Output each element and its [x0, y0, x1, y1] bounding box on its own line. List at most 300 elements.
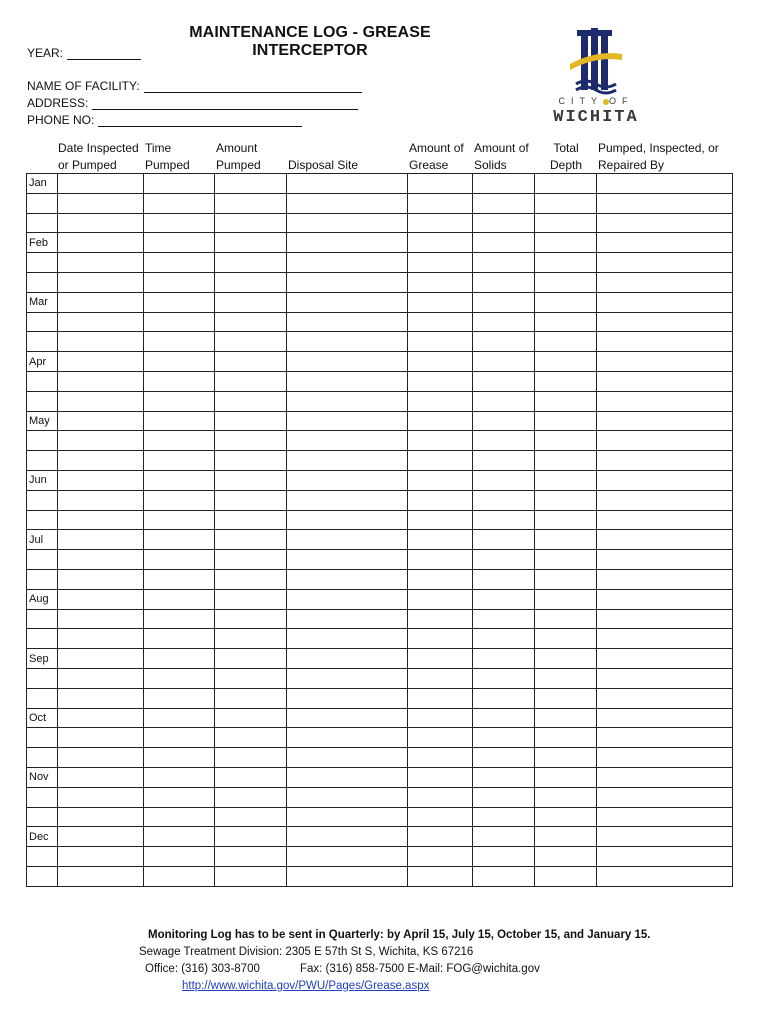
log-entry-cell[interactable] — [597, 569, 733, 589]
log-entry-cell[interactable] — [144, 490, 215, 510]
log-entry-cell[interactable] — [215, 728, 287, 748]
table-row — [27, 312, 733, 332]
log-entry-cell[interactable] — [287, 371, 408, 391]
log-entry-cell[interactable] — [144, 431, 215, 451]
log-entry-cell[interactable] — [144, 213, 215, 233]
log-entry-cell[interactable] — [473, 787, 535, 807]
table-row — [27, 847, 733, 867]
log-entry-cell[interactable] — [287, 510, 408, 530]
log-entry-cell[interactable] — [215, 193, 287, 213]
log-entry-cell[interactable] — [597, 233, 733, 253]
log-entry-cell[interactable] — [144, 748, 215, 768]
log-entry-cell[interactable] — [535, 510, 597, 530]
log-entry-cell[interactable] — [58, 490, 144, 510]
log-entry-cell[interactable] — [597, 827, 733, 847]
log-entry-cell[interactable] — [408, 371, 473, 391]
log-entry-cell[interactable] — [287, 174, 408, 194]
log-entry-cell[interactable] — [215, 530, 287, 550]
log-entry-cell[interactable] — [408, 550, 473, 570]
log-entry-cell[interactable] — [535, 253, 597, 273]
log-entry-cell[interactable] — [408, 312, 473, 332]
log-entry-cell[interactable] — [597, 767, 733, 787]
log-entry-cell[interactable] — [215, 569, 287, 589]
log-entry-cell[interactable] — [597, 728, 733, 748]
table-row — [27, 233, 733, 253]
log-entry-cell[interactable] — [58, 352, 144, 372]
log-entry-cell[interactable] — [535, 530, 597, 550]
log-entry-cell[interactable] — [144, 253, 215, 273]
log-entry-cell[interactable] — [215, 292, 287, 312]
log-entry-cell[interactable] — [597, 530, 733, 550]
log-entry-cell[interactable] — [287, 233, 408, 253]
log-entry-cell[interactable] — [58, 510, 144, 530]
log-entry-cell[interactable] — [473, 253, 535, 273]
log-entry-cell[interactable] — [408, 174, 473, 194]
log-entry-cell[interactable] — [473, 589, 535, 609]
log-entry-cell[interactable] — [473, 807, 535, 827]
log-entry-cell[interactable] — [287, 530, 408, 550]
log-entry-cell[interactable] — [58, 569, 144, 589]
log-entry-cell[interactable] — [215, 411, 287, 431]
log-entry-cell[interactable] — [473, 668, 535, 688]
log-entry-cell[interactable] — [535, 391, 597, 411]
log-entry-cell[interactable] — [144, 589, 215, 609]
log-entry-cell[interactable] — [144, 174, 215, 194]
log-entry-cell[interactable] — [473, 332, 535, 352]
log-entry-cell[interactable] — [58, 649, 144, 669]
log-entry-cell[interactable] — [535, 609, 597, 629]
log-entry-cell[interactable] — [535, 866, 597, 886]
log-entry-cell[interactable] — [597, 470, 733, 490]
log-entry-cell[interactable] — [597, 312, 733, 332]
log-entry-cell[interactable] — [287, 332, 408, 352]
log-entry-cell[interactable] — [215, 629, 287, 649]
log-entry-cell[interactable] — [408, 569, 473, 589]
log-entry-cell[interactable] — [473, 312, 535, 332]
log-entry-cell[interactable] — [408, 688, 473, 708]
log-entry-cell[interactable] — [144, 272, 215, 292]
log-entry-cell[interactable] — [473, 490, 535, 510]
log-entry-cell[interactable] — [58, 371, 144, 391]
log-entry-cell[interactable] — [215, 649, 287, 669]
log-entry-cell[interactable] — [144, 530, 215, 550]
log-entry-cell[interactable] — [287, 589, 408, 609]
log-entry-cell[interactable] — [597, 787, 733, 807]
log-entry-cell[interactable] — [287, 490, 408, 510]
log-entry-cell[interactable] — [535, 174, 597, 194]
log-entry-cell[interactable] — [408, 272, 473, 292]
log-entry-cell[interactable] — [58, 272, 144, 292]
log-entry-cell[interactable] — [408, 589, 473, 609]
log-entry-cell[interactable] — [597, 332, 733, 352]
log-entry-cell[interactable] — [473, 609, 535, 629]
log-entry-cell[interactable] — [597, 609, 733, 629]
log-entry-cell[interactable] — [535, 193, 597, 213]
log-entry-cell[interactable] — [535, 312, 597, 332]
log-entry-cell[interactable] — [287, 668, 408, 688]
log-entry-cell[interactable] — [535, 827, 597, 847]
phone-blank[interactable] — [98, 114, 302, 127]
log-entry-cell[interactable] — [408, 233, 473, 253]
log-entry-cell[interactable] — [215, 391, 287, 411]
log-entry-cell[interactable] — [215, 827, 287, 847]
log-entry-cell[interactable] — [473, 728, 535, 748]
log-entry-cell[interactable] — [215, 332, 287, 352]
log-entry-cell[interactable] — [58, 609, 144, 629]
log-entry-cell[interactable] — [58, 827, 144, 847]
log-entry-cell[interactable] — [144, 411, 215, 431]
log-entry-cell[interactable] — [58, 470, 144, 490]
log-entry-cell[interactable] — [535, 708, 597, 728]
log-entry-cell[interactable] — [597, 292, 733, 312]
log-entry-cell[interactable] — [144, 391, 215, 411]
log-entry-cell[interactable] — [144, 649, 215, 669]
log-entry-cell[interactable] — [597, 272, 733, 292]
log-entry-cell[interactable] — [473, 629, 535, 649]
log-entry-cell[interactable] — [473, 866, 535, 886]
log-entry-cell[interactable] — [473, 391, 535, 411]
log-entry-cell[interactable] — [408, 213, 473, 233]
log-entry-cell[interactable] — [473, 451, 535, 471]
log-entry-cell[interactable] — [597, 807, 733, 827]
log-entry-cell[interactable] — [408, 391, 473, 411]
log-entry-cell[interactable] — [597, 649, 733, 669]
log-entry-cell[interactable] — [597, 688, 733, 708]
log-entry-cell[interactable] — [473, 470, 535, 490]
log-entry-cell[interactable] — [287, 272, 408, 292]
log-entry-cell[interactable] — [58, 728, 144, 748]
log-entry-cell[interactable] — [287, 411, 408, 431]
log-entry-cell[interactable] — [287, 688, 408, 708]
log-entry-cell[interactable] — [58, 332, 144, 352]
log-entry-cell[interactable] — [215, 668, 287, 688]
log-entry-cell[interactable] — [535, 213, 597, 233]
log-entry-cell[interactable] — [287, 193, 408, 213]
log-entry-cell[interactable] — [287, 470, 408, 490]
log-entry-cell[interactable] — [408, 748, 473, 768]
log-entry-cell[interactable] — [535, 233, 597, 253]
log-entry-cell[interactable] — [215, 352, 287, 372]
log-entry-cell[interactable] — [215, 807, 287, 827]
log-entry-cell[interactable] — [58, 668, 144, 688]
log-entry-cell[interactable] — [408, 352, 473, 372]
log-entry-cell[interactable] — [58, 589, 144, 609]
log-entry-cell[interactable] — [408, 668, 473, 688]
log-entry-cell[interactable] — [473, 371, 535, 391]
log-entry-cell[interactable] — [535, 847, 597, 867]
log-entry-cell[interactable] — [287, 569, 408, 589]
log-entry-cell[interactable] — [144, 807, 215, 827]
log-entry-cell[interactable] — [58, 193, 144, 213]
log-entry-cell[interactable] — [144, 510, 215, 530]
log-entry-cell[interactable] — [473, 569, 535, 589]
log-entry-cell[interactable] — [287, 866, 408, 886]
log-entry-cell[interactable] — [473, 233, 535, 253]
log-entry-cell[interactable] — [408, 708, 473, 728]
month-cell — [27, 332, 58, 352]
log-entry-cell[interactable] — [58, 629, 144, 649]
log-entry-cell[interactable] — [144, 629, 215, 649]
log-entry-cell[interactable] — [215, 233, 287, 253]
log-entry-cell[interactable] — [215, 847, 287, 867]
log-entry-cell[interactable] — [58, 807, 144, 827]
log-entry-cell[interactable] — [215, 431, 287, 451]
log-entry-cell[interactable] — [215, 688, 287, 708]
log-entry-cell[interactable] — [408, 510, 473, 530]
log-entry-cell[interactable] — [144, 728, 215, 748]
log-entry-cell[interactable] — [535, 668, 597, 688]
log-entry-cell[interactable] — [473, 748, 535, 768]
log-entry-cell[interactable] — [287, 847, 408, 867]
log-entry-cell[interactable] — [473, 411, 535, 431]
log-entry-cell[interactable] — [287, 312, 408, 332]
log-entry-cell[interactable] — [215, 470, 287, 490]
log-entry-cell[interactable] — [535, 490, 597, 510]
log-entry-cell[interactable] — [144, 569, 215, 589]
log-entry-cell[interactable] — [58, 431, 144, 451]
log-entry-cell[interactable] — [473, 431, 535, 451]
grease-program-link[interactable]: http://www.wichita.gov/PWU/Pages/Grease.aspx — [182, 980, 430, 992]
log-entry-cell[interactable] — [215, 748, 287, 768]
log-entry-cell[interactable] — [408, 530, 473, 550]
log-entry-cell[interactable] — [597, 451, 733, 471]
log-entry-cell[interactable] — [535, 569, 597, 589]
log-entry-cell[interactable] — [473, 174, 535, 194]
log-entry-cell[interactable] — [473, 530, 535, 550]
log-entry-cell[interactable] — [535, 371, 597, 391]
log-entry-cell[interactable] — [144, 609, 215, 629]
log-entry-cell[interactable] — [597, 550, 733, 570]
log-entry-cell[interactable] — [58, 787, 144, 807]
log-entry-cell[interactable] — [473, 767, 535, 787]
table-row — [27, 530, 733, 550]
log-entry-cell[interactable] — [144, 847, 215, 867]
log-entry-cell[interactable] — [144, 550, 215, 570]
log-entry-cell[interactable] — [215, 510, 287, 530]
log-entry-cell[interactable] — [535, 272, 597, 292]
log-entry-cell[interactable] — [58, 451, 144, 471]
log-entry-cell[interactable] — [597, 748, 733, 768]
log-entry-cell[interactable] — [408, 490, 473, 510]
log-entry-cell[interactable] — [287, 708, 408, 728]
log-entry-cell[interactable] — [597, 708, 733, 728]
log-entry-cell[interactable] — [215, 550, 287, 570]
log-entry-cell[interactable] — [287, 728, 408, 748]
log-entry-cell[interactable] — [144, 352, 215, 372]
log-entry-cell[interactable] — [408, 431, 473, 451]
log-entry-cell[interactable] — [408, 451, 473, 471]
log-entry-cell[interactable] — [58, 253, 144, 273]
log-entry-cell[interactable] — [408, 767, 473, 787]
log-entry-cell[interactable] — [287, 253, 408, 273]
log-entry-cell[interactable] — [535, 589, 597, 609]
log-entry-cell[interactable] — [287, 391, 408, 411]
log-entry-cell[interactable] — [144, 371, 215, 391]
log-entry-cell[interactable] — [287, 352, 408, 372]
log-entry-cell[interactable] — [408, 649, 473, 669]
log-entry-cell[interactable] — [473, 550, 535, 570]
log-entry-cell[interactable] — [287, 213, 408, 233]
log-entry-cell[interactable] — [473, 213, 535, 233]
log-entry-cell[interactable] — [58, 550, 144, 570]
log-entry-cell[interactable] — [58, 748, 144, 768]
log-entry-cell[interactable] — [287, 431, 408, 451]
log-entry-cell[interactable] — [408, 332, 473, 352]
log-entry-cell[interactable] — [408, 866, 473, 886]
log-entry-cell[interactable] — [58, 233, 144, 253]
log-entry-cell[interactable] — [535, 451, 597, 471]
log-entry-cell[interactable] — [473, 510, 535, 530]
log-entry-cell[interactable] — [473, 708, 535, 728]
log-entry-cell[interactable] — [597, 411, 733, 431]
log-entry-cell[interactable] — [473, 688, 535, 708]
log-entry-cell[interactable] — [287, 292, 408, 312]
log-entry-cell[interactable] — [535, 649, 597, 669]
log-entry-cell[interactable] — [215, 312, 287, 332]
log-entry-cell[interactable] — [597, 253, 733, 273]
log-entry-cell[interactable] — [58, 292, 144, 312]
log-entry-cell[interactable] — [144, 866, 215, 886]
log-entry-cell[interactable] — [597, 352, 733, 372]
log-entry-cell[interactable] — [597, 490, 733, 510]
log-entry-cell[interactable] — [535, 332, 597, 352]
log-entry-cell[interactable] — [215, 451, 287, 471]
log-entry-cell[interactable] — [473, 272, 535, 292]
log-entry-cell[interactable] — [473, 352, 535, 372]
log-entry-cell[interactable] — [287, 827, 408, 847]
log-entry-cell[interactable] — [215, 767, 287, 787]
log-entry-cell[interactable] — [535, 748, 597, 768]
log-entry-cell[interactable] — [597, 391, 733, 411]
log-entry-cell[interactable] — [58, 767, 144, 787]
log-entry-cell[interactable] — [215, 174, 287, 194]
log-entry-cell[interactable] — [597, 213, 733, 233]
log-entry-cell[interactable] — [58, 866, 144, 886]
log-entry-cell[interactable] — [144, 668, 215, 688]
log-entry-cell[interactable] — [408, 411, 473, 431]
log-entry-cell[interactable] — [287, 609, 408, 629]
month-cell — [27, 371, 58, 391]
log-entry-cell[interactable] — [597, 193, 733, 213]
log-entry-cell[interactable] — [408, 609, 473, 629]
log-entry-cell[interactable] — [287, 767, 408, 787]
log-entry-cell[interactable] — [144, 292, 215, 312]
log-entry-cell[interactable] — [144, 470, 215, 490]
log-entry-cell[interactable] — [144, 332, 215, 352]
log-entry-cell[interactable] — [58, 312, 144, 332]
log-entry-cell[interactable] — [535, 352, 597, 372]
log-entry-cell[interactable] — [215, 490, 287, 510]
log-entry-cell[interactable] — [408, 827, 473, 847]
log-entry-cell[interactable] — [58, 847, 144, 867]
log-entry-cell[interactable] — [473, 847, 535, 867]
log-entry-cell[interactable] — [58, 688, 144, 708]
log-entry-cell[interactable] — [597, 847, 733, 867]
log-entry-cell[interactable] — [597, 431, 733, 451]
log-entry-cell[interactable] — [535, 292, 597, 312]
log-entry-cell[interactable] — [535, 728, 597, 748]
log-entry-cell[interactable] — [58, 213, 144, 233]
log-entry-cell[interactable] — [144, 767, 215, 787]
log-entry-cell[interactable] — [408, 847, 473, 867]
log-entry-cell[interactable] — [408, 470, 473, 490]
log-entry-cell[interactable] — [215, 708, 287, 728]
log-entry-cell[interactable] — [473, 649, 535, 669]
log-entry-cell[interactable] — [287, 649, 408, 669]
log-entry-cell[interactable] — [215, 609, 287, 629]
log-entry-cell[interactable] — [287, 748, 408, 768]
log-entry-cell[interactable] — [408, 253, 473, 273]
log-entry-cell[interactable] — [597, 510, 733, 530]
log-entry-cell[interactable] — [58, 530, 144, 550]
log-entry-cell[interactable] — [535, 807, 597, 827]
log-entry-cell[interactable] — [58, 411, 144, 431]
log-entry-cell[interactable] — [408, 629, 473, 649]
log-entry-cell[interactable] — [215, 787, 287, 807]
log-entry-cell[interactable] — [287, 787, 408, 807]
log-entry-cell[interactable] — [287, 629, 408, 649]
log-entry-cell[interactable] — [408, 787, 473, 807]
log-entry-cell[interactable] — [144, 193, 215, 213]
log-entry-cell[interactable] — [144, 233, 215, 253]
log-entry-cell[interactable] — [535, 431, 597, 451]
log-entry-cell[interactable] — [215, 213, 287, 233]
month-cell — [27, 866, 58, 886]
log-entry-cell[interactable] — [535, 550, 597, 570]
log-entry-cell[interactable] — [535, 470, 597, 490]
log-entry-cell[interactable] — [144, 312, 215, 332]
log-entry-cell[interactable] — [473, 292, 535, 312]
log-entry-cell[interactable] — [535, 767, 597, 787]
log-entry-cell[interactable] — [215, 589, 287, 609]
log-entry-cell[interactable] — [535, 787, 597, 807]
log-entry-cell[interactable] — [144, 787, 215, 807]
log-entry-cell[interactable] — [473, 193, 535, 213]
log-entry-cell[interactable] — [408, 292, 473, 312]
log-entry-cell[interactable] — [408, 728, 473, 748]
log-entry-cell[interactable] — [408, 807, 473, 827]
log-entry-cell[interactable] — [144, 688, 215, 708]
log-entry-cell[interactable] — [535, 629, 597, 649]
log-entry-cell[interactable] — [287, 807, 408, 827]
log-entry-cell[interactable] — [597, 668, 733, 688]
year-blank[interactable] — [67, 47, 141, 60]
log-entry-cell[interactable] — [597, 589, 733, 609]
log-entry-cell[interactable] — [535, 688, 597, 708]
log-entry-cell[interactable] — [597, 174, 733, 194]
log-entry-cell[interactable] — [144, 708, 215, 728]
log-entry-cell[interactable] — [597, 866, 733, 886]
facility-blank[interactable] — [144, 80, 362, 93]
log-entry-cell[interactable] — [473, 827, 535, 847]
log-entry-cell[interactable] — [597, 371, 733, 391]
log-entry-cell[interactable] — [58, 174, 144, 194]
log-entry-cell[interactable] — [597, 629, 733, 649]
log-entry-cell[interactable] — [144, 827, 215, 847]
log-entry-cell[interactable] — [215, 272, 287, 292]
log-entry-cell[interactable] — [287, 550, 408, 570]
address-blank[interactable] — [92, 97, 358, 110]
log-entry-cell[interactable] — [215, 371, 287, 391]
log-entry-cell[interactable] — [58, 391, 144, 411]
log-entry-cell[interactable] — [58, 708, 144, 728]
log-entry-cell[interactable] — [287, 451, 408, 471]
log-entry-cell[interactable] — [408, 193, 473, 213]
log-entry-cell[interactable] — [144, 451, 215, 471]
log-entry-cell[interactable] — [215, 866, 287, 886]
log-entry-cell[interactable] — [215, 253, 287, 273]
log-entry-cell[interactable] — [535, 411, 597, 431]
